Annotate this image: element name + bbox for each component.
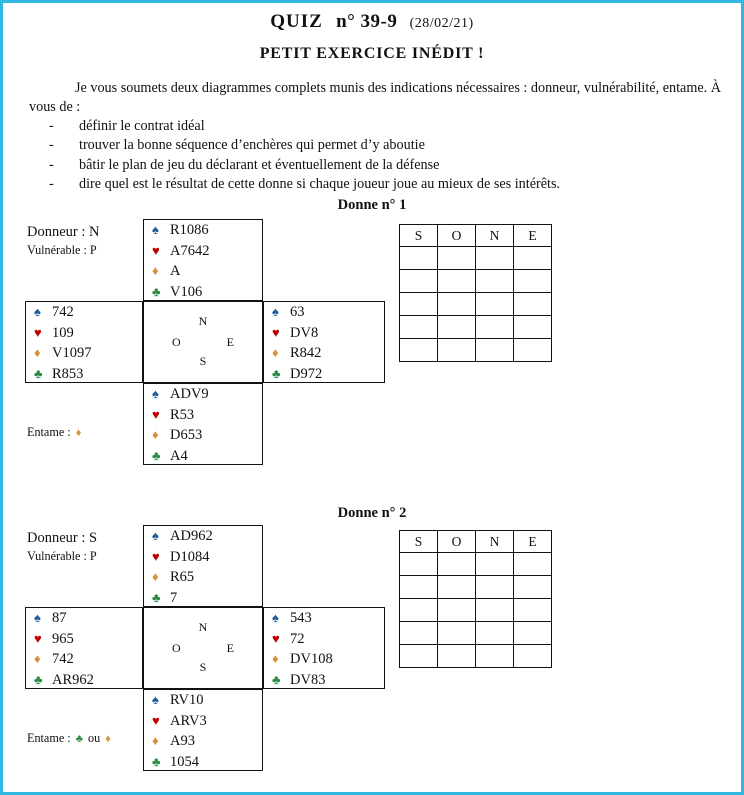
heart-icon: ♥	[152, 242, 160, 258]
bid-cell[interactable]	[438, 247, 476, 270]
hand-row-diamonds	[264, 343, 384, 364]
bid-cell[interactable]	[400, 339, 438, 362]
hand-row-spades	[144, 220, 262, 241]
deal-2-info	[27, 529, 143, 565]
bid-cell[interactable]	[400, 622, 438, 645]
table-row	[400, 645, 552, 668]
cards-spades: R1086	[170, 222, 209, 238]
cards-hearts: D1084	[170, 548, 210, 565]
hand-row-spades	[144, 384, 262, 405]
cards-spades: 63	[290, 304, 305, 320]
cards-clubs: AR962	[52, 671, 94, 688]
table-row	[400, 316, 552, 339]
bid-cell[interactable]	[438, 293, 476, 316]
club-icon: ♣	[34, 671, 43, 687]
hand-row-clubs	[144, 446, 262, 467]
hand-east	[263, 607, 385, 689]
deal-1-heading: Donne n° 1	[337, 197, 407, 213]
column-header-s: S	[400, 225, 438, 247]
bid-cell[interactable]	[514, 270, 552, 293]
deal-1-entame	[27, 425, 83, 440]
hand-row-spades	[26, 608, 142, 629]
cards-clubs: DV83	[290, 671, 326, 688]
entame-label: Entame :	[27, 425, 71, 439]
deal-1-info	[27, 223, 143, 259]
bid-cell[interactable]	[476, 599, 514, 622]
quiz-label: QUIZ	[270, 11, 323, 32]
cards-diamonds: DV108	[290, 651, 333, 667]
cards-diamonds: A93	[170, 733, 195, 749]
bid-cell[interactable]	[438, 599, 476, 622]
compass-north: N	[198, 620, 208, 634]
column-header-o: O	[438, 225, 476, 247]
bid-cell[interactable]	[514, 316, 552, 339]
column-header-o: O	[438, 531, 476, 553]
column-header-n: N	[476, 225, 514, 247]
heart-icon: ♥	[34, 324, 42, 340]
club-icon: ♣	[272, 671, 281, 687]
bid-cell[interactable]	[476, 293, 514, 316]
hand-row-diamonds	[26, 649, 142, 670]
club-icon: ♣	[34, 365, 43, 381]
hand-row-diamonds	[144, 261, 262, 282]
compass-east: E	[226, 641, 234, 655]
club-icon: ♣	[152, 589, 161, 605]
page-subtitle: PETIT EXERCICE INÉDIT !	[259, 45, 485, 62]
bid-cell[interactable]	[438, 645, 476, 668]
cards-hearts: DV8	[290, 324, 319, 341]
deal-2-entame	[27, 731, 113, 746]
club-icon: ♣	[152, 753, 161, 769]
hand-row-spades	[264, 608, 384, 629]
table-header-row	[400, 225, 552, 247]
compass-box	[143, 607, 263, 689]
bullet-marker: -	[49, 176, 54, 193]
list-item-label: bâtir le plan de jeu du déclarant et éventuellement de la défense	[79, 156, 440, 173]
list-item-label: définir le contrat idéal	[79, 118, 205, 134]
dealer-label: Donneur : N	[27, 224, 100, 240]
vulnerability-label: Vulnérable : P	[27, 243, 97, 257]
hand-row-clubs	[26, 670, 142, 691]
task-list	[49, 117, 709, 195]
compass-north: N	[198, 314, 208, 328]
spade-icon: ♠	[34, 610, 41, 625]
bid-cell[interactable]	[476, 622, 514, 645]
cards-spades: AD962	[170, 528, 213, 544]
diamond-icon: ♦	[152, 427, 159, 442]
hand-row-hearts	[26, 629, 142, 650]
bid-cell[interactable]	[400, 247, 438, 270]
list-item-label: dire quel est le résultat de cette donne si chaque joueur joue au mieux de ses intérêts.	[79, 176, 561, 193]
hand-row-hearts	[144, 547, 262, 568]
bid-cell[interactable]	[476, 247, 514, 270]
hand-north	[143, 219, 263, 301]
bid-cell[interactable]	[476, 316, 514, 339]
diamond-icon: ♦	[34, 651, 41, 666]
hand-row-diamonds	[264, 649, 384, 670]
hand-row-clubs	[144, 282, 262, 303]
hand-row-diamonds	[26, 343, 142, 364]
cards-diamonds: D653	[170, 427, 203, 443]
heart-icon: ♥	[272, 630, 280, 646]
diamond-icon: ♦	[34, 345, 41, 360]
diamond-icon: ♦	[272, 651, 279, 666]
cards-spades: ADV9	[170, 386, 209, 402]
bullet-marker: -	[49, 156, 54, 173]
table-row	[400, 339, 552, 362]
hand-row-clubs	[264, 670, 384, 691]
cards-clubs: 7	[170, 589, 178, 606]
heart-icon: ♥	[272, 324, 280, 340]
bid-cell[interactable]	[400, 645, 438, 668]
hand-row-spades	[264, 302, 384, 323]
table-row	[400, 553, 552, 576]
bid-cell[interactable]	[438, 316, 476, 339]
hand-row-clubs	[26, 364, 142, 385]
diamond-icon: ♦	[152, 263, 159, 278]
bidding-table-1	[399, 224, 552, 362]
hand-row-hearts	[144, 711, 262, 732]
column-header-e: E	[514, 531, 552, 553]
heart-icon: ♥	[152, 548, 160, 564]
entame-conjunction: ou	[87, 731, 101, 745]
cards-hearts: ARV3	[170, 712, 207, 729]
cards-hearts: A7642	[170, 242, 210, 259]
bid-cell[interactable]	[400, 293, 438, 316]
bid-cell[interactable]	[514, 339, 552, 362]
table-row	[400, 293, 552, 316]
table-row	[400, 270, 552, 293]
hand-row-hearts	[144, 405, 262, 426]
list-item	[49, 175, 709, 194]
spade-icon: ♠	[152, 692, 159, 707]
cards-clubs: D972	[290, 365, 323, 382]
heart-icon: ♥	[34, 630, 42, 646]
bid-cell[interactable]	[476, 270, 514, 293]
hand-west	[25, 607, 143, 689]
hand-row-diamonds	[144, 731, 262, 752]
compass-west: O	[172, 335, 181, 349]
bid-cell[interactable]	[438, 622, 476, 645]
heart-icon: ♥	[152, 406, 160, 422]
quiz-date: (28/02/21)	[409, 16, 474, 31]
table-row	[400, 576, 552, 599]
bid-cell[interactable]	[400, 553, 438, 576]
diamond-icon: ♦	[152, 569, 159, 584]
diamond-icon: ♦	[105, 733, 111, 745]
compass-south: S	[199, 660, 207, 674]
bid-cell[interactable]	[438, 339, 476, 362]
compass-east: E	[226, 335, 234, 349]
bidding-table-2	[399, 530, 552, 668]
hand-row-hearts	[144, 241, 262, 262]
club-icon: ♣	[75, 733, 83, 745]
spade-icon: ♠	[272, 610, 279, 625]
bid-cell[interactable]	[400, 576, 438, 599]
bid-cell[interactable]	[514, 599, 552, 622]
bid-cell[interactable]	[400, 599, 438, 622]
hand-south	[143, 689, 263, 771]
table-row	[400, 599, 552, 622]
deal-diagram-2	[3, 525, 744, 787]
hand-south	[143, 383, 263, 465]
bid-cell[interactable]	[438, 270, 476, 293]
cards-hearts: 109	[52, 324, 74, 341]
bid-cell[interactable]	[400, 270, 438, 293]
spade-icon: ♠	[272, 304, 279, 319]
intro-paragraph: Je vous soumets deux diagrammes complets munis des indications nécessaires : donneur, vulnérabilité, entame. À vous de :	[29, 80, 721, 115]
hand-row-clubs	[264, 364, 384, 385]
spade-icon: ♠	[152, 222, 159, 237]
column-header-s: S	[400, 531, 438, 553]
list-item-label: trouver la bonne séquence d’enchères qui permet d’y aboutie	[79, 137, 425, 154]
hand-row-hearts	[26, 323, 142, 344]
compass-south: S	[199, 354, 207, 368]
table-header-row	[400, 531, 552, 553]
hand-row-diamonds	[144, 425, 262, 446]
hand-row-hearts	[264, 629, 384, 650]
list-item	[49, 136, 709, 155]
compass-box	[143, 301, 263, 383]
club-icon: ♣	[272, 365, 281, 381]
cards-spades: 87	[52, 610, 67, 626]
cards-clubs: R853	[52, 365, 84, 382]
bid-cell[interactable]	[476, 576, 514, 599]
diamond-icon: ♦	[152, 733, 159, 748]
cards-hearts: 72	[290, 630, 305, 647]
cards-spades: 742	[52, 304, 74, 320]
bid-cell[interactable]	[514, 553, 552, 576]
bid-cell[interactable]	[476, 339, 514, 362]
hand-east	[263, 301, 385, 383]
spade-icon: ♠	[152, 528, 159, 543]
hand-row-diamonds	[144, 567, 262, 588]
bid-cell[interactable]	[400, 316, 438, 339]
hand-row-clubs	[144, 752, 262, 773]
bullet-marker: -	[49, 118, 54, 134]
bid-cell[interactable]	[476, 645, 514, 668]
column-header-e: E	[514, 225, 552, 247]
hand-row-hearts	[264, 323, 384, 344]
page-title	[3, 11, 741, 33]
bid-cell[interactable]	[476, 553, 514, 576]
cards-diamonds: V1097	[52, 345, 92, 361]
bid-cell[interactable]	[438, 576, 476, 599]
bullet-marker: -	[49, 137, 54, 154]
table-row	[400, 622, 552, 645]
table-row	[400, 247, 552, 270]
hand-west	[25, 301, 143, 383]
cards-clubs: 1054	[170, 753, 199, 770]
entame-label: Entame :	[27, 731, 71, 745]
hand-row-spades	[144, 526, 262, 547]
bid-cell[interactable]	[514, 622, 552, 645]
cards-diamonds: 742	[52, 651, 74, 667]
hand-row-clubs	[144, 588, 262, 609]
cards-spades: RV10	[170, 692, 204, 708]
cards-spades: 543	[290, 610, 312, 626]
deal-diagram-1	[3, 219, 744, 481]
bid-cell[interactable]	[438, 553, 476, 576]
diamond-icon: ♦	[75, 427, 82, 439]
cards-hearts: R53	[170, 406, 195, 423]
cards-clubs: V106	[170, 283, 203, 300]
hand-north	[143, 525, 263, 607]
list-item	[49, 117, 709, 136]
dealer-label: Donneur : S	[27, 530, 98, 546]
cards-clubs: A4	[170, 447, 188, 464]
club-icon: ♣	[152, 447, 161, 463]
deal-2-heading: Donne n° 2	[337, 505, 407, 521]
bid-cell[interactable]	[514, 576, 552, 599]
bid-cell[interactable]	[514, 247, 552, 270]
spade-icon: ♠	[34, 304, 41, 319]
bid-cell[interactable]	[514, 645, 552, 668]
column-header-n: N	[476, 531, 514, 553]
bid-cell[interactable]	[514, 293, 552, 316]
diamond-icon: ♦	[272, 345, 279, 360]
compass-west: O	[172, 641, 181, 655]
cards-hearts: 965	[52, 630, 74, 647]
cards-diamonds: A	[170, 263, 181, 279]
cards-diamonds: R842	[290, 345, 322, 361]
quiz-number: n° 39-9	[336, 11, 398, 32]
vulnerability-label: Vulnérable : P	[27, 549, 97, 563]
list-item	[49, 156, 709, 175]
hand-row-spades	[144, 690, 262, 711]
cards-diamonds: R65	[170, 569, 195, 585]
club-icon: ♣	[152, 283, 161, 299]
spade-icon: ♠	[152, 386, 159, 401]
heart-icon: ♥	[152, 712, 160, 728]
hand-row-spades	[26, 302, 142, 323]
